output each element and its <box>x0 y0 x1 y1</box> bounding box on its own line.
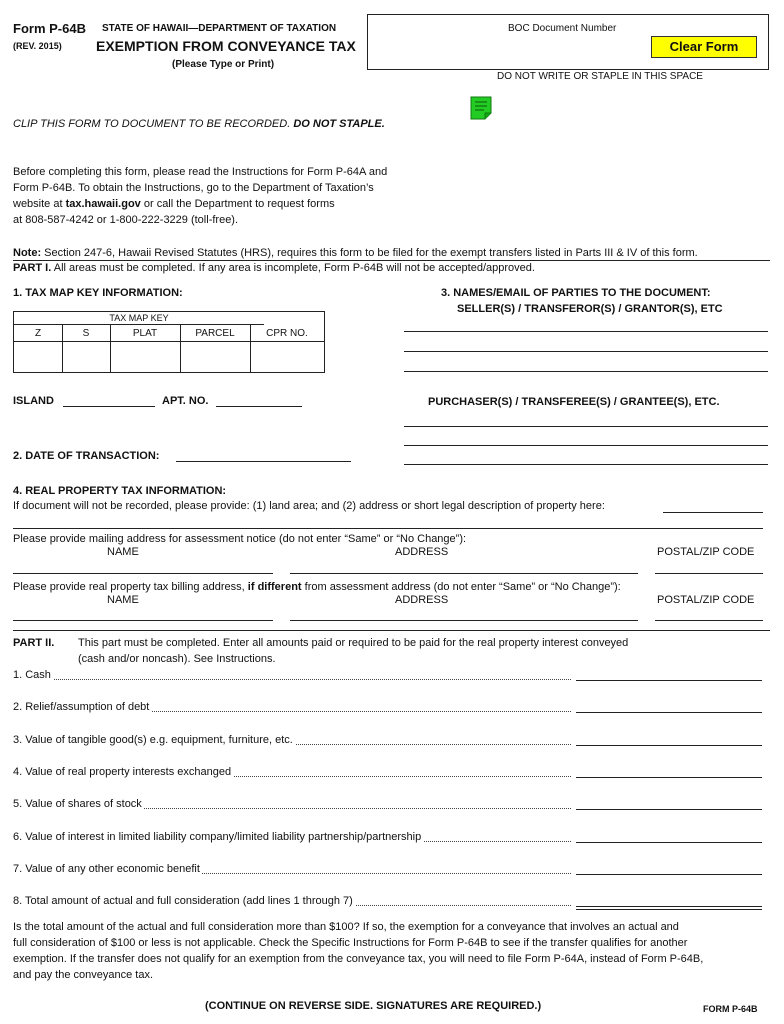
mailing-zip-field[interactable] <box>655 573 763 574</box>
tmk-col-plat: PLAT <box>132 328 158 339</box>
consideration-amount-field[interactable] <box>576 777 762 778</box>
consideration-label: 8. Total amount of actual and full consideration (add lines 1 through 7) <box>13 895 353 907</box>
part2-text-1: This part must be completed. Enter all amounts paid or required to be paid for the real property interest conveyed <box>78 637 629 649</box>
no-write-notice: DO NOT WRITE OR STAPLE IN THIS SPACE <box>497 71 703 82</box>
leader-dots <box>13 679 571 680</box>
billing-zip-field[interactable] <box>655 620 763 621</box>
intro-line-3 <box>13 198 335 210</box>
billing-name-label: NAME <box>107 594 139 606</box>
consideration-amount-field[interactable] <box>576 809 762 810</box>
consideration-amount-field[interactable] <box>576 842 762 843</box>
consideration-amount-field[interactable] <box>576 712 762 713</box>
tmk-zone-input[interactable] <box>15 342 61 371</box>
mailing-address-label: ADDRESS <box>395 546 449 558</box>
tmk-col-cpr: CPR NO. <box>266 328 308 339</box>
divider <box>13 260 770 261</box>
tmk-col-section: S <box>82 328 90 339</box>
seller-name-field[interactable] <box>404 331 768 332</box>
consideration-label: 5. Value of shares of stock <box>13 798 142 810</box>
billing-address-label: ADDRESS <box>395 594 449 606</box>
continue-notice: (CONTINUE ON REVERSE SIDE. SIGNATURES ARE REQUIRED.) <box>205 1000 542 1012</box>
consideration-label: 1. Cash <box>13 669 51 681</box>
closing-line-4: and pay the conveyance tax. <box>13 969 154 981</box>
seller-heading: SELLER(S) / TRANSFEROR(S) / GRANTOR(S), ETC <box>457 303 723 315</box>
mailing-name-field[interactable] <box>13 573 273 574</box>
website-link[interactable]: tax.hawaii.gov <box>65 198 141 210</box>
tax-map-key-table <box>13 311 325 373</box>
form-footer-id: FORM P-64B <box>703 1004 758 1014</box>
consideration-label: 3. Value of tangible good(s) e.g. equipment, furniture, etc. <box>13 734 293 746</box>
clip-notice-bold: DO NOT STAPLE. <box>293 118 385 130</box>
tmk-table-title: TAX MAP KEY <box>109 313 169 323</box>
tmk-parcel-input[interactable] <box>181 342 249 371</box>
divider <box>13 630 770 631</box>
apt-field[interactable] <box>216 406 302 407</box>
tmk-cpr-input[interactable] <box>251 342 323 371</box>
closing-line-1: Is the total amount of the actual and full consideration more than $100? If so, the exemption for a conveyance that involves an actual and <box>13 921 679 933</box>
tmk-title-divider <box>14 324 264 325</box>
island-field[interactable] <box>63 406 155 407</box>
purchaser-name-field[interactable] <box>404 426 768 427</box>
purchaser-name-field[interactable] <box>404 445 768 446</box>
form-subtitle: (Please Type or Print) <box>172 59 275 70</box>
billing-zip-label: POSTAL/ZIP CODE <box>657 594 755 606</box>
note <box>13 247 698 259</box>
part1-text: All areas must be completed. If any area is incomplete, Form P-64B will not be accepted/approved. <box>53 262 535 274</box>
note-label: Note: <box>13 247 42 259</box>
boc-label: BOC Document Number <box>508 23 617 34</box>
rpt-land-instructions: If document will not be recorded, please provide: (1) land area; and (2) address or short legal description of property here: <box>13 500 605 512</box>
consideration-amount-field[interactable] <box>576 874 762 875</box>
billing-address-instructions <box>13 581 621 593</box>
part2-text-2: (cash and/or noncash). See Instructions. <box>78 653 276 665</box>
parties-heading: 3. NAMES/EMAIL OF PARTIES TO THE DOCUMENT: <box>441 287 711 299</box>
billing-address-field[interactable] <box>290 620 638 621</box>
tmk-col-parcel: PARCEL <box>195 328 235 339</box>
purchaser-name-field[interactable] <box>404 464 768 465</box>
form-revision: (REV. 2015) <box>13 41 62 51</box>
land-description-field[interactable] <box>13 528 763 529</box>
sticky-note-icon[interactable] <box>470 96 492 120</box>
part2-label: PART II. <box>13 637 55 649</box>
note-text: Section 247-6, Hawaii Revised Statutes (HRS), requires this form to be filed for the exempt transfers listed in Parts III & IV of this form. <box>44 247 698 259</box>
date-field[interactable] <box>176 461 351 462</box>
clip-notice <box>13 118 385 130</box>
mailing-address-field[interactable] <box>290 573 638 574</box>
intro-line-4: at 808-587-4242 or 1-800-222-3229 (toll-free). <box>13 214 239 226</box>
mailing-name-label: NAME <box>107 546 139 558</box>
seller-name-field[interactable] <box>404 371 768 372</box>
tmk-section-input[interactable] <box>63 342 109 371</box>
billing-pre: Please provide real property tax billing address, <box>13 581 248 593</box>
closing-line-3: exemption. If the transfer does not qualify for an exemption from the conveyance tax, you will need to file Form P-64A, instead of Form P-64B, <box>13 953 704 965</box>
mailing-address-instructions: Please provide mailing address for assessment notice (do not enter “Same” or “No Change”): <box>13 533 467 545</box>
seller-name-field[interactable] <box>404 351 768 352</box>
rpt-heading: 4. REAL PROPERTY TAX INFORMATION: <box>13 485 227 497</box>
tmk-col-zone: Z <box>34 328 42 339</box>
consideration-amount-field[interactable] <box>576 906 762 907</box>
consideration-amount-field[interactable] <box>576 745 762 746</box>
intro-line-3-post: or call the Department to request forms <box>140 198 335 210</box>
intro-line-3-pre: website at <box>13 198 66 210</box>
island-label: ISLAND <box>13 395 54 407</box>
billing-name-field[interactable] <box>13 620 273 621</box>
purchaser-heading: PURCHASER(S) / TRANSFEREE(S) / GRANTEE(S), ETC. <box>428 396 720 408</box>
consideration-label: 4. Value of real property interests exchanged <box>13 766 232 778</box>
land-area-field[interactable] <box>663 512 763 513</box>
consideration-label: 6. Value of interest in limited liability company/limited liability partnership/partnership <box>13 831 422 843</box>
tmk-plat-input[interactable] <box>111 342 179 371</box>
clear-form-button[interactable]: Clear Form <box>651 36 757 58</box>
consideration-amount-field[interactable] <box>576 680 762 681</box>
consideration-label: 7. Value of any other economic benefit <box>13 863 200 875</box>
part1-instruction <box>13 262 535 274</box>
closing-line-2: full consideration of $100 or less is not applicable. Check the Specific Instructions for Form P-64B to see if the transfer qualifies for another <box>13 937 688 949</box>
intro-line-2: Form P-64B. To obtain the Instructions, go to the Department of Taxation’s <box>13 182 374 194</box>
clip-notice-text: CLIP THIS FORM TO DOCUMENT TO BE RECORDED. <box>13 118 291 130</box>
form-title: EXEMPTION FROM CONVEYANCE TAX <box>96 38 356 54</box>
apt-label: APT. NO. <box>162 395 209 407</box>
tmk-heading: 1. TAX MAP KEY INFORMATION: <box>13 287 183 299</box>
mailing-zip-label: POSTAL/ZIP CODE <box>657 546 755 558</box>
consideration-label: 2. Relief/assumption of debt <box>13 701 150 713</box>
billing-bold: if different <box>247 581 302 593</box>
form-id: Form P-64B <box>13 21 86 36</box>
part1-label: PART I. <box>13 262 52 274</box>
total-double-underline <box>576 909 762 910</box>
department-name: STATE OF HAWAII—DEPARTMENT OF TAXATION <box>102 23 337 34</box>
billing-post: from assessment address (do not enter “Same” or “No Change”): <box>301 581 621 593</box>
intro-line-1: Before completing this form, please read the Instructions for Form P-64A and <box>13 166 388 178</box>
date-label: 2. DATE OF TRANSACTION: <box>13 450 160 462</box>
